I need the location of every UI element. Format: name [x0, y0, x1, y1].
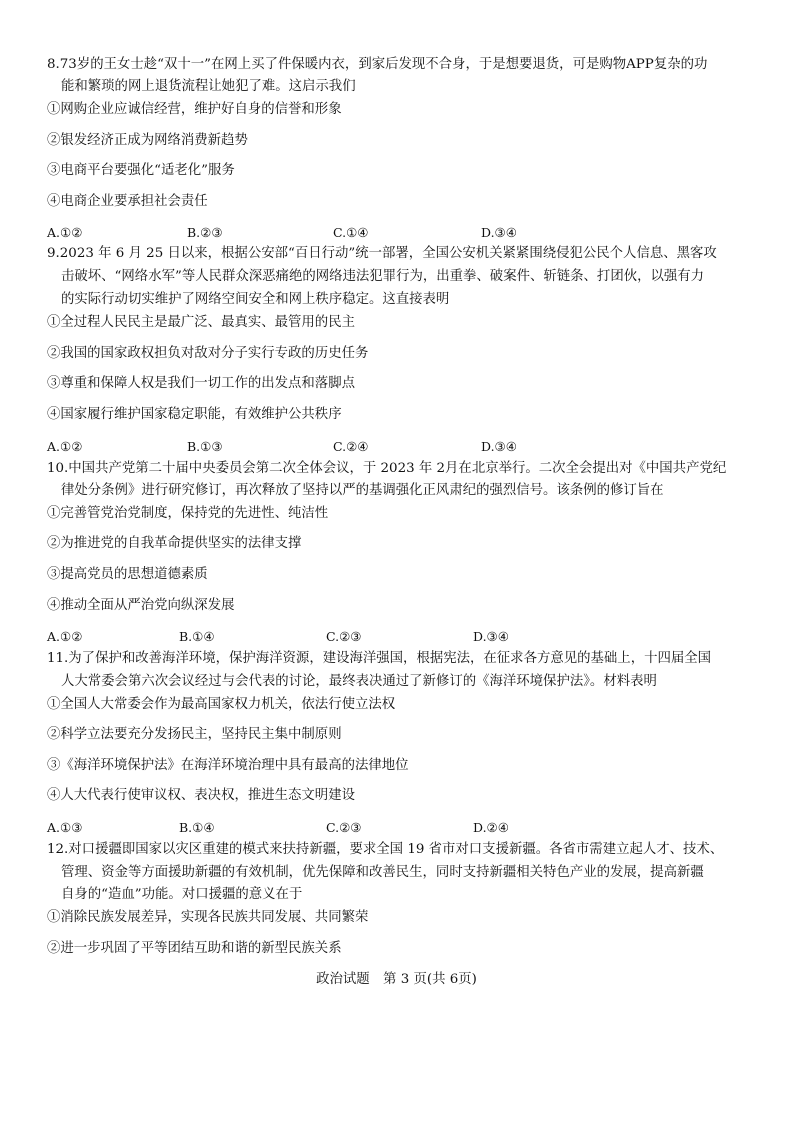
q11-option-d: D.②④: [473, 820, 509, 835]
page-footer: 政治试题 第 3 页(共 6页): [316, 972, 477, 987]
q10-item-4: ④推动全面从严治党向纵深发展: [47, 598, 235, 613]
q9-item-2: ②我国的国家政权担负对敌对分子实行专政的历史任务: [47, 346, 369, 361]
q9-option-c: C.②④: [333, 439, 369, 454]
q8-option-d: D.③④: [481, 225, 517, 240]
q12-stem-line-1: 12.对口援疆即国家以灾区重建的模式来扶持新疆，要求全国 19 省市对口支援新疆。各省市需建立起人才、技术、: [47, 842, 724, 857]
q11-option-b: B.①④: [179, 820, 215, 835]
q12-item-2: ②进一步巩固了平等团结互助和谐的新型民族关系: [47, 941, 342, 956]
q9-item-4: ④国家履行维护国家稳定职能，有效维护公共秩序: [47, 407, 342, 422]
q9-stem-line-1: 9.2023 年 6 月 25 日以来，根据公安部“百日行动”统一部署，全国公安机关紧紧围绕侵犯公民个人信息、黑客攻: [47, 246, 717, 261]
q11-option-a: A.①③: [47, 820, 83, 835]
q10-option-c: C.②③: [326, 629, 362, 644]
q10-option-a: A.①②: [47, 629, 83, 644]
q10-stem-line-1: 10.中国共产党第二十届中央委员会第二次全体会议，于 2023 年 2月在北京举行。二次全会提出对《中国共产党纪: [47, 461, 727, 476]
q8-item-4: ④电商企业要承担社会责任: [47, 194, 208, 209]
q10-item-2: ②为推进党的自我革命提供坚实的法律支撑: [47, 536, 302, 551]
q12-stem-line-3: 自身的“造血”功能。对口援疆的意义在于: [61, 887, 303, 902]
q11-item-1: ①全国人大常委会作为最高国家权力机关，依法行使立法权: [47, 697, 396, 712]
q9-item-1: ①全过程人民民主是最广泛、最真实、最管用的民主: [47, 315, 355, 330]
q8-item-2: ②银发经济正成为网络消费新趋势: [47, 133, 248, 148]
q8-item-1: ①网购企业应诚信经营，维护好自身的信誉和形象: [47, 102, 342, 117]
q12-item-1: ①消除民族发展差异，实现各民族共同发展、共同繁荣: [47, 910, 369, 925]
q11-stem-line-1: 11.为了保护和改善海洋环境，保护海洋资源，建设海洋强国，根据宪法，在征求各方意见的基础上，十四届全国: [47, 651, 712, 666]
q10-item-3: ③提高党员的思想道德素质: [47, 567, 208, 582]
q8-item-3: ③电商平台要强化“适老化”服务: [47, 163, 235, 178]
q8-stem-line-1: 8.73岁的王女士趁“双十一”在网上买了件保暖内衣，到家后发现不合身，于是想要退货，可是购物APP复杂的功: [47, 57, 708, 72]
q8-option-a: A.①②: [47, 225, 83, 240]
q11-item-4: ④人大代表行使审议权、表决权，推进生态文明建设: [47, 788, 355, 803]
q12-stem-line-2: 管理、资金等方面援助新疆的有效机制，优先保障和改善民生，同时支持新疆相关特色产业的发展，提高新疆: [61, 865, 704, 880]
q11-item-2: ②科学立法要充分发扬民主，坚持民主集中制原则: [47, 727, 342, 742]
q10-option-b: B.①④: [179, 629, 215, 644]
q9-stem-line-2: 击破坏、“网络水军”等人民群众深恶痛绝的网络违法犯罪行为，出重拳、破案件、斩链条、打团伙，以强有力: [61, 269, 705, 284]
q8-option-c: C.①④: [333, 225, 369, 240]
q10-option-d: D.③④: [473, 629, 509, 644]
q8-option-b: B.②③: [187, 225, 223, 240]
q11-option-c: C.②③: [326, 820, 362, 835]
q9-option-d: D.③④: [481, 439, 517, 454]
q8-stem-line-2: 能和繁琐的网上退货流程让她犯了难。这启示我们: [61, 79, 356, 94]
q9-item-3: ③尊重和保障人权是我们一切工作的出发点和落脚点: [47, 376, 355, 391]
q11-stem-line-2: 人大常委会第六次会议经过与会代表的讨论，最终表决通过了新修订的《海洋环境保护法》。材料表明: [61, 674, 657, 689]
q9-option-b: B.①③: [187, 439, 223, 454]
q10-stem-line-2: 律处分条例》进行研究修订，再次释放了坚持以严的基调强化正风肃纪的强烈信号。该条例的修订旨在: [61, 483, 664, 498]
q11-item-3: ③《海洋环境保护法》在海洋环境治理中具有最高的法律地位: [47, 758, 409, 773]
q9-stem-line-3: 的实际行动切实维护了网络空间安全和网上秩序稳定。这直接表明: [61, 292, 450, 307]
q9-option-a: A.①②: [47, 439, 83, 454]
q10-item-1: ①完善管党治党制度，保持党的先进性、纯洁性: [47, 506, 329, 521]
